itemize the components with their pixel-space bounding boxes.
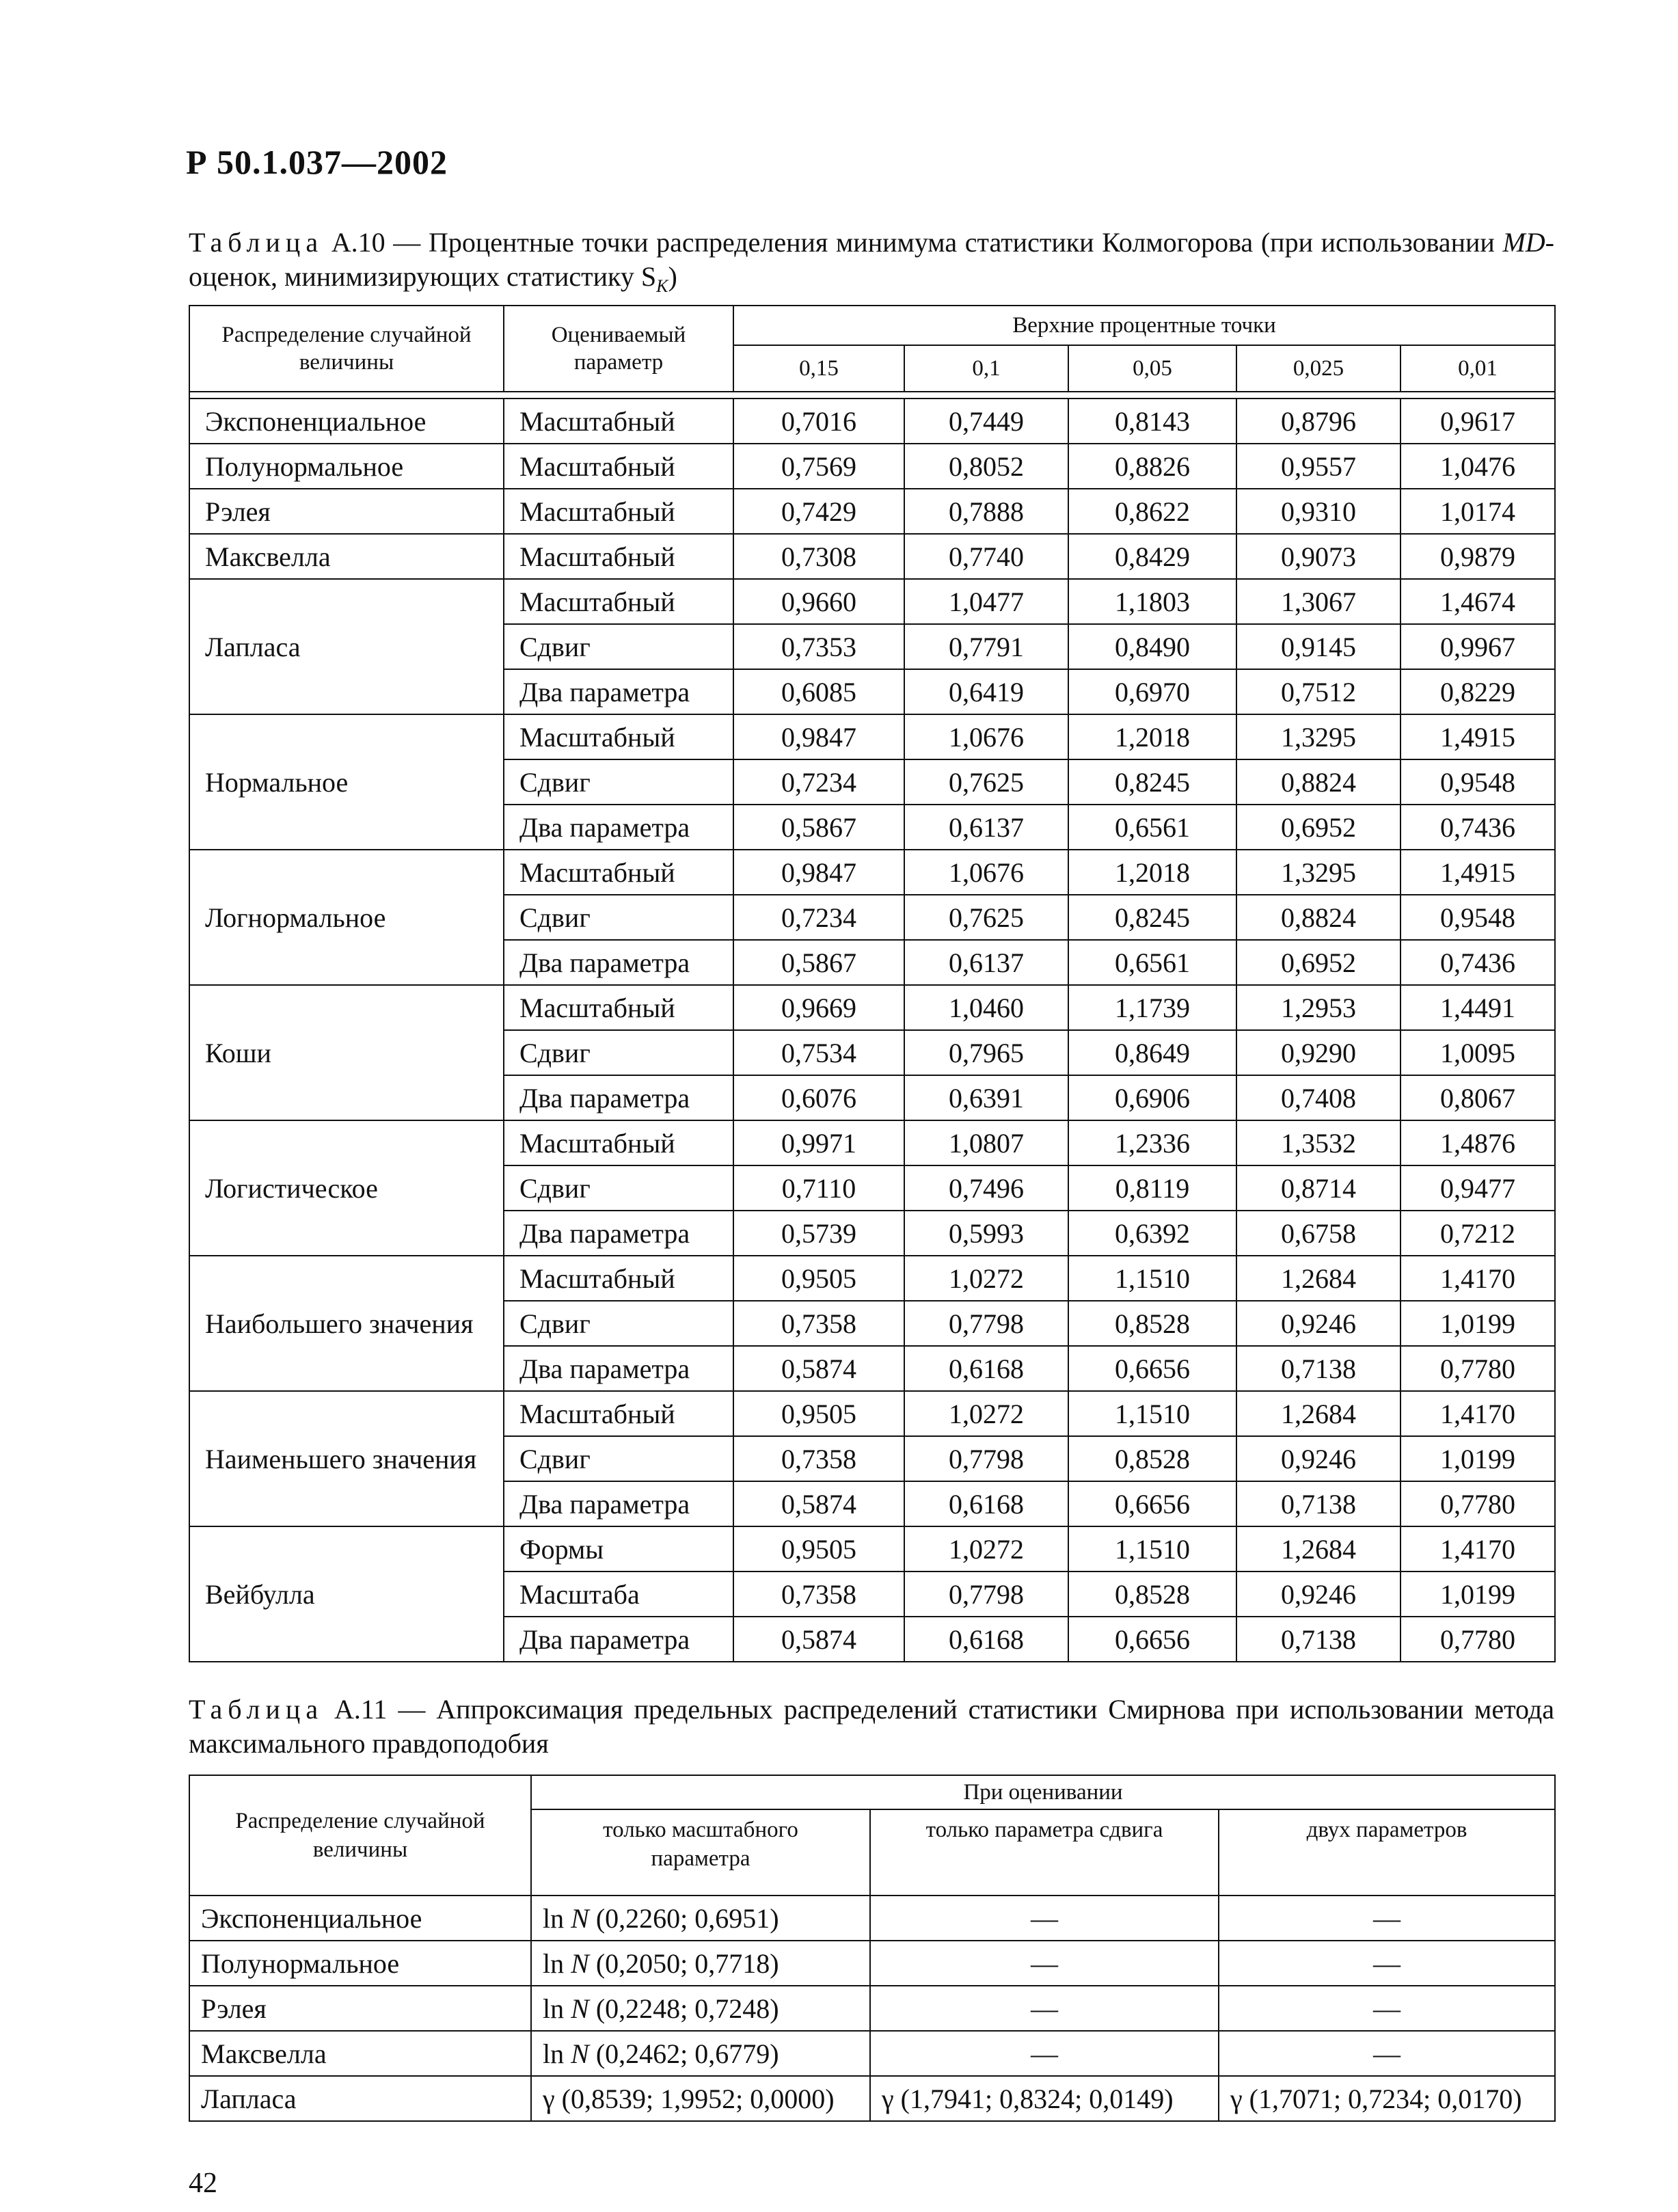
- function-name: ln: [543, 1947, 571, 1979]
- two-param-approximation: —: [1219, 2031, 1555, 2076]
- percent-point-value: 0,9548: [1400, 759, 1555, 805]
- percent-point-value: 1,3295: [1236, 714, 1400, 759]
- percent-point-value: 0,7449: [904, 399, 1068, 444]
- percent-point-value: 0,9310: [1236, 489, 1400, 534]
- percent-point-value: 1,4876: [1400, 1120, 1555, 1165]
- percent-point-value: 1,0460: [904, 985, 1068, 1030]
- shift-approximation: —: [870, 2031, 1219, 2076]
- table-row: [189, 444, 1555, 489]
- table-row: [189, 1896, 1555, 1941]
- table-row: [189, 1391, 1555, 1436]
- parameter-name: Два параметра: [504, 1346, 733, 1391]
- function-arguments: (0,2462; 0,6779): [588, 2038, 779, 2069]
- percent-point-value: 1,0095: [1400, 1030, 1555, 1075]
- percent-point-value: 0,7429: [733, 489, 904, 534]
- percent-point-value: 1,2684: [1236, 1526, 1400, 1572]
- percent-point-value: 1,0272: [904, 1391, 1068, 1436]
- percent-point-value: 0,9073: [1236, 534, 1400, 579]
- function-name: ln: [543, 1902, 571, 1934]
- percent-point-value: 0,6137: [904, 940, 1068, 985]
- distribution-name: Логнормальное: [189, 850, 504, 985]
- shift-approximation: —: [870, 1986, 1219, 2031]
- header-distribution: Распределение случайной величины: [189, 306, 504, 392]
- percent-point-value: 0,7791: [904, 624, 1068, 669]
- table-row: [189, 1941, 1555, 1986]
- distribution-name: Максвелла: [189, 534, 504, 579]
- percent-point-value: 0,7408: [1236, 1075, 1400, 1120]
- parameter-name: Сдвиг: [504, 895, 733, 940]
- percent-point-value: 0,6656: [1068, 1481, 1236, 1526]
- percent-point-value: 0,7436: [1400, 805, 1555, 850]
- header-scale-only: только масштабного параметра: [531, 1809, 870, 1896]
- percent-point-value: 0,8826: [1068, 444, 1236, 489]
- percent-point-value: 1,1803: [1068, 579, 1236, 624]
- header-separator: [189, 392, 1555, 399]
- percent-point-value: 0,6970: [1068, 669, 1236, 714]
- parameter-name: Масштабный: [504, 985, 733, 1030]
- table-a10-caption: [189, 226, 1554, 304]
- table-row: [189, 985, 1555, 1030]
- percent-point-value: 0,6392: [1068, 1211, 1236, 1256]
- percent-point-value: 0,8490: [1068, 624, 1236, 669]
- header-level: 0,01: [1400, 345, 1555, 392]
- percent-point-value: 0,8429: [1068, 534, 1236, 579]
- shift-approximation: —: [870, 1896, 1219, 1941]
- percent-point-value: 0,9669: [733, 985, 904, 1030]
- percent-point-value: 0,7512: [1236, 669, 1400, 714]
- percent-point-value: 0,9290: [1236, 1030, 1400, 1075]
- table-a11: [189, 1775, 1556, 2122]
- percent-point-value: 0,8143: [1068, 399, 1236, 444]
- percent-point-value: 0,9505: [733, 1391, 904, 1436]
- percent-point-value: 0,5874: [733, 1481, 904, 1526]
- percent-point-value: 0,9246: [1236, 1301, 1400, 1346]
- percent-point-value: 1,2953: [1236, 985, 1400, 1030]
- percent-point-value: 0,6561: [1068, 805, 1236, 850]
- caption-italic: MD: [1502, 227, 1545, 258]
- distribution-name: Полунормальное: [189, 1941, 531, 1986]
- header-two-params: двух параметров: [1219, 1809, 1555, 1896]
- table-a11-caption: [189, 1692, 1554, 1761]
- percent-point-value: 0,8528: [1068, 1572, 1236, 1617]
- percent-point-value: 1,4170: [1400, 1526, 1555, 1572]
- percent-point-value: 1,0199: [1400, 1436, 1555, 1481]
- percent-point-value: 0,7308: [733, 534, 904, 579]
- percent-point-value: 1,1510: [1068, 1256, 1236, 1301]
- percent-point-value: 1,4491: [1400, 985, 1555, 1030]
- caption-close: ): [668, 261, 677, 292]
- table-row: [189, 1986, 1555, 2031]
- percent-point-value: 0,7965: [904, 1030, 1068, 1075]
- function-variable: N: [571, 1993, 589, 2024]
- percent-point-value: 0,7016: [733, 399, 904, 444]
- caption-text: А.10 — Процентные точки распределения минимума статистики Колмогорова (при использовании: [331, 227, 1503, 258]
- header-level: 0,05: [1068, 345, 1236, 392]
- percent-point-value: 0,7780: [1400, 1481, 1555, 1526]
- table-row: [189, 714, 1555, 759]
- percent-point-value: 0,5739: [733, 1211, 904, 1256]
- percent-point-value: 1,0174: [1400, 489, 1555, 534]
- two-param-approximation: —: [1219, 1986, 1555, 2031]
- caption-prefix: Таблица: [189, 227, 324, 258]
- percent-point-value: 0,7358: [733, 1436, 904, 1481]
- percent-point-value: 0,6168: [904, 1481, 1068, 1526]
- table-row: [189, 579, 1555, 624]
- percent-point-value: 0,6168: [904, 1617, 1068, 1662]
- shift-approximation: γ (1,7941; 0,8324; 0,0149): [870, 2076, 1219, 2121]
- percent-point-value: 0,6952: [1236, 940, 1400, 985]
- parameter-name: Два параметра: [504, 1481, 733, 1526]
- scale-approximation: [531, 1986, 870, 2031]
- parameter-name: Масштабный: [504, 489, 733, 534]
- percent-point-value: 0,6952: [1236, 805, 1400, 850]
- percent-point-value: 1,3295: [1236, 850, 1400, 895]
- shift-approximation: —: [870, 1941, 1219, 1986]
- scale-approximation: [531, 1896, 870, 1941]
- percent-point-value: 1,4915: [1400, 714, 1555, 759]
- percent-point-value: 1,4915: [1400, 850, 1555, 895]
- table-row: [189, 399, 1555, 444]
- header-level: 0,025: [1236, 345, 1400, 392]
- percent-point-value: 0,6085: [733, 669, 904, 714]
- percent-point-value: 0,7496: [904, 1165, 1068, 1211]
- percent-point-value: 0,8824: [1236, 759, 1400, 805]
- parameter-name: Два параметра: [504, 940, 733, 985]
- distribution-name: Наибольшего значения: [189, 1256, 504, 1391]
- percent-point-value: 1,2336: [1068, 1120, 1236, 1165]
- percent-point-value: 0,6758: [1236, 1211, 1400, 1256]
- distribution-name: Рэлея: [189, 1986, 531, 2031]
- percent-point-value: 1,2684: [1236, 1391, 1400, 1436]
- function-variable: N: [571, 1902, 589, 1934]
- document-code: Р 50.1.037—2002: [186, 143, 448, 181]
- percent-point-value: 1,0199: [1400, 1301, 1555, 1346]
- table-row: [189, 2031, 1555, 2076]
- percent-point-value: 0,8119: [1068, 1165, 1236, 1211]
- function-variable: N: [571, 2038, 589, 2069]
- parameter-name: Масштабный: [504, 1120, 733, 1165]
- percent-point-value: 0,9505: [733, 1526, 904, 1572]
- percent-point-value: 0,6137: [904, 805, 1068, 850]
- percent-point-value: 0,9477: [1400, 1165, 1555, 1211]
- two-param-approximation: γ (1,7071; 0,7234; 0,0170): [1219, 2076, 1555, 2121]
- header-level: 0,1: [904, 345, 1068, 392]
- percent-point-value: 0,7888: [904, 489, 1068, 534]
- distribution-name: Нормальное: [189, 714, 504, 850]
- percent-point-value: 0,6076: [733, 1075, 904, 1120]
- percent-point-value: 0,8528: [1068, 1301, 1236, 1346]
- percent-point-value: 0,7234: [733, 895, 904, 940]
- function-arguments: γ (0,8539; 1,9952; 0,0000): [543, 2083, 835, 2114]
- distribution-name: Лапласа: [189, 579, 504, 714]
- percent-point-value: 0,6656: [1068, 1617, 1236, 1662]
- parameter-name: Сдвиг: [504, 1436, 733, 1481]
- percent-point-value: 0,6906: [1068, 1075, 1236, 1120]
- caption-prefix: Таблица: [189, 1694, 324, 1725]
- header-level: 0,15: [733, 345, 904, 392]
- two-param-approximation: —: [1219, 1941, 1555, 1986]
- percent-point-value: 0,7353: [733, 624, 904, 669]
- percent-point-value: 0,7798: [904, 1301, 1068, 1346]
- parameter-name: Сдвиг: [504, 1301, 733, 1346]
- table-row: [189, 489, 1555, 534]
- percent-point-value: 1,0676: [904, 714, 1068, 759]
- percent-point-value: 1,1510: [1068, 1526, 1236, 1572]
- parameter-name: Два параметра: [504, 669, 733, 714]
- percent-point-value: 0,9847: [733, 850, 904, 895]
- percent-point-value: 0,8528: [1068, 1436, 1236, 1481]
- parameter-name: Два параметра: [504, 805, 733, 850]
- percent-point-value: 1,1739: [1068, 985, 1236, 1030]
- percent-point-value: 0,8067: [1400, 1075, 1555, 1120]
- percent-point-value: 0,7625: [904, 895, 1068, 940]
- percent-point-value: 0,7212: [1400, 1211, 1555, 1256]
- page-number: 42: [189, 2168, 217, 2199]
- percent-point-value: 1,4170: [1400, 1256, 1555, 1301]
- percent-point-value: 0,9660: [733, 579, 904, 624]
- parameter-name: Два параметра: [504, 1211, 733, 1256]
- parameter-name: Масштаба: [504, 1572, 733, 1617]
- parameter-name: Два параметра: [504, 1617, 733, 1662]
- percent-point-value: 0,7798: [904, 1436, 1068, 1481]
- percent-point-value: 1,4674: [1400, 579, 1555, 624]
- percent-point-value: 0,5874: [733, 1617, 904, 1662]
- parameter-name: Масштабный: [504, 399, 733, 444]
- percent-point-value: 1,2684: [1236, 1256, 1400, 1301]
- parameter-name: Масштабный: [504, 850, 733, 895]
- percent-point-value: 0,7436: [1400, 940, 1555, 985]
- scale-approximation: [531, 2031, 870, 2076]
- percent-point-value: 1,0807: [904, 1120, 1068, 1165]
- percent-point-value: 1,0676: [904, 850, 1068, 895]
- distribution-name: Экспоненциальное: [189, 399, 504, 444]
- percent-point-value: 1,2018: [1068, 714, 1236, 759]
- parameter-name: Сдвиг: [504, 1165, 733, 1211]
- percent-point-value: 0,7138: [1236, 1481, 1400, 1526]
- parameter-name: Масштабный: [504, 579, 733, 624]
- function-variable: N: [571, 1947, 589, 1979]
- table-row: [189, 1526, 1555, 1572]
- percent-point-value: 0,9246: [1236, 1572, 1400, 1617]
- percent-point-value: 0,8649: [1068, 1030, 1236, 1075]
- percent-point-value: 0,6419: [904, 669, 1068, 714]
- percent-point-value: 0,8052: [904, 444, 1068, 489]
- percent-point-value: 1,2018: [1068, 850, 1236, 895]
- percent-point-value: 0,7740: [904, 534, 1068, 579]
- header-estimation: При оценивании: [531, 1775, 1555, 1809]
- percent-point-value: 0,5867: [733, 940, 904, 985]
- header-shift-only: только параметра сдвига: [870, 1809, 1219, 1896]
- distribution-name: Наименьшего значения: [189, 1391, 504, 1526]
- percent-point-value: 0,7569: [733, 444, 904, 489]
- percent-point-value: 1,1510: [1068, 1391, 1236, 1436]
- caption-subscript: K: [656, 276, 668, 296]
- percent-point-value: 0,9246: [1236, 1436, 1400, 1481]
- header-percent-points: Верхние процентные точки: [733, 306, 1555, 345]
- parameter-name: Масштабный: [504, 534, 733, 579]
- table-row: [189, 2076, 1555, 2121]
- table-row: [189, 534, 1555, 579]
- percent-point-value: 0,5867: [733, 805, 904, 850]
- percent-point-value: 0,7358: [733, 1572, 904, 1617]
- caption-text: А.11 — Аппроксимация предельных распределений статистики Смирнова при использовании метода максимального правдоподобия: [189, 1694, 1554, 1759]
- percent-point-value: 0,5874: [733, 1346, 904, 1391]
- percent-point-value: 0,8796: [1236, 399, 1400, 444]
- distribution-name: Рэлея: [189, 489, 504, 534]
- function-arguments: (0,2050; 0,7718): [588, 1947, 779, 1979]
- table-a10: [189, 305, 1556, 1662]
- percent-point-value: 0,9967: [1400, 624, 1555, 669]
- percent-point-value: 0,8245: [1068, 759, 1236, 805]
- percent-point-value: 1,0477: [904, 579, 1068, 624]
- percent-point-value: 0,8622: [1068, 489, 1236, 534]
- percent-point-value: 0,7234: [733, 759, 904, 805]
- table-row: [189, 850, 1555, 895]
- percent-point-value: 0,5993: [904, 1211, 1068, 1256]
- percent-point-value: 0,7625: [904, 759, 1068, 805]
- distribution-name: Вейбулла: [189, 1526, 504, 1662]
- percent-point-value: 0,8824: [1236, 895, 1400, 940]
- parameter-name: Формы: [504, 1526, 733, 1572]
- distribution-name: Экспоненциальное: [189, 1896, 531, 1941]
- distribution-name: Полунормальное: [189, 444, 504, 489]
- percent-point-value: 0,7780: [1400, 1617, 1555, 1662]
- function-name: ln: [543, 1993, 571, 2024]
- parameter-name: Сдвиг: [504, 624, 733, 669]
- header-parameter: Оцениваемый параметр: [504, 306, 733, 392]
- percent-point-value: 1,0272: [904, 1526, 1068, 1572]
- percent-point-value: 0,9971: [733, 1120, 904, 1165]
- parameter-name: Масштабный: [504, 714, 733, 759]
- scale-approximation: [531, 1941, 870, 1986]
- percent-point-value: 0,8714: [1236, 1165, 1400, 1211]
- scale-approximation: [531, 2076, 870, 2121]
- distribution-name: Максвелла: [189, 2031, 531, 2076]
- function-name: ln: [543, 2038, 571, 2069]
- parameter-name: Два параметра: [504, 1075, 733, 1120]
- table-row: [189, 1120, 1555, 1165]
- percent-point-value: 0,9557: [1236, 444, 1400, 489]
- percent-point-value: 1,3067: [1236, 579, 1400, 624]
- parameter-name: Масштабный: [504, 1391, 733, 1436]
- distribution-name: Лапласа: [189, 2076, 531, 2121]
- percent-point-value: 0,7780: [1400, 1346, 1555, 1391]
- percent-point-value: 1,0272: [904, 1256, 1068, 1301]
- two-param-approximation: —: [1219, 1896, 1555, 1941]
- percent-point-value: 0,9505: [733, 1256, 904, 1301]
- parameter-name: Масштабный: [504, 1256, 733, 1301]
- percent-point-value: 0,7138: [1236, 1617, 1400, 1662]
- percent-point-value: 0,8229: [1400, 669, 1555, 714]
- parameter-name: Сдвиг: [504, 1030, 733, 1075]
- percent-point-value: 0,6168: [904, 1346, 1068, 1391]
- table-row: [189, 1256, 1555, 1301]
- distribution-name: Коши: [189, 985, 504, 1120]
- percent-point-value: 0,8245: [1068, 895, 1236, 940]
- percent-point-value: 0,7138: [1236, 1346, 1400, 1391]
- header-distribution: Распределение случайной величины: [189, 1775, 531, 1896]
- percent-point-value: 0,9548: [1400, 895, 1555, 940]
- percent-point-value: 0,6391: [904, 1075, 1068, 1120]
- percent-point-value: 1,4170: [1400, 1391, 1555, 1436]
- parameter-name: Сдвиг: [504, 759, 733, 805]
- percent-point-value: 0,9617: [1400, 399, 1555, 444]
- caption-tail: -оценок, минимизирующих статистику S: [189, 227, 1554, 292]
- percent-point-value: 0,6656: [1068, 1346, 1236, 1391]
- percent-point-value: 1,3532: [1236, 1120, 1400, 1165]
- distribution-name: Логистическое: [189, 1120, 504, 1256]
- percent-point-value: 0,7534: [733, 1030, 904, 1075]
- percent-point-value: 0,7110: [733, 1165, 904, 1211]
- percent-point-value: 0,7358: [733, 1301, 904, 1346]
- parameter-name: Масштабный: [504, 444, 733, 489]
- percent-point-value: 0,6561: [1068, 940, 1236, 985]
- function-arguments: (0,2248; 0,7248): [588, 1993, 779, 2024]
- percent-point-value: 1,0476: [1400, 444, 1555, 489]
- percent-point-value: 1,0199: [1400, 1572, 1555, 1617]
- percent-point-value: 0,9879: [1400, 534, 1555, 579]
- percent-point-value: 0,7798: [904, 1572, 1068, 1617]
- percent-point-value: 0,9145: [1236, 624, 1400, 669]
- percent-point-value: 0,9847: [733, 714, 904, 759]
- function-arguments: (0,2260; 0,6951): [588, 1902, 779, 1934]
